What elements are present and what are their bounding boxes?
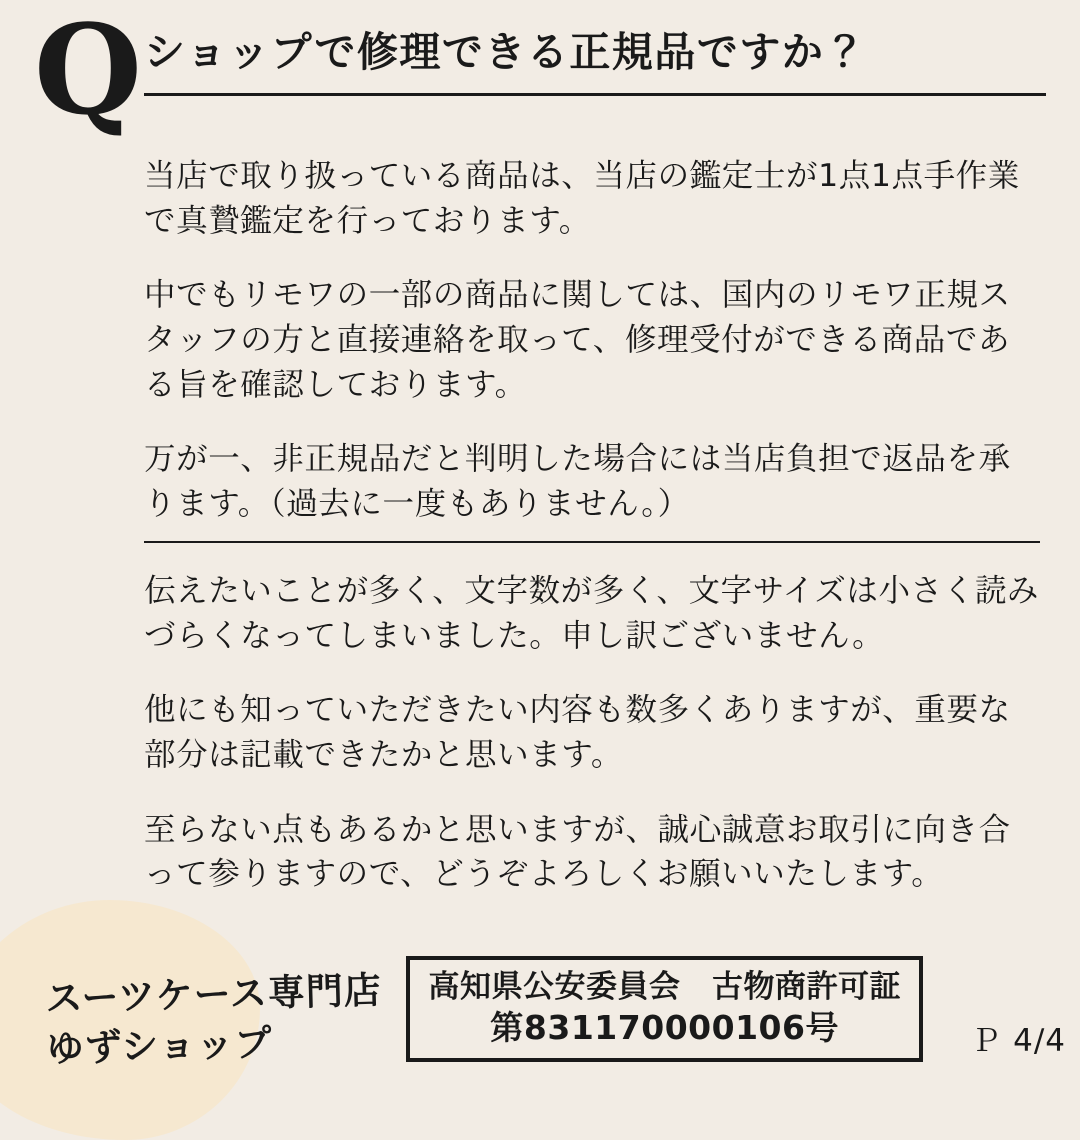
- license-box: [406, 956, 923, 1062]
- section-divider: [144, 541, 1040, 543]
- answer-body: [144, 154, 1040, 527]
- license-authority: 高知県公安委員会 古物商許可証: [428, 969, 901, 1005]
- answer-paragraph-2: 中でもリモワの一部の商品に関しては、国内のリモワ正規スタッフの方と直接連絡を取って、修理受付ができる商品である旨を確認しております。: [144, 277, 1011, 403]
- shop-name-line-2: ゆずショップ: [46, 1021, 273, 1071]
- closing-paragraph-1: 伝えたいことが多く、文字数が多く、文字サイズは小さく読みづらくなってしまいました。申し訳ございません。: [144, 572, 1040, 654]
- shop-name-line-1: スーツケース専門店: [44, 968, 383, 1021]
- header-divider: [144, 93, 1046, 96]
- license-number: 第831170000106号: [490, 1007, 839, 1047]
- answer-paragraph-1: 当店で取り扱っている商品は、当店の鑑定士が1点1点手作業で真贄鑑定を行っております。: [144, 157, 1020, 239]
- question-title: ショップで修理できる正規品ですか？: [144, 28, 867, 76]
- page-number: Ｐ 4/4: [970, 1023, 1066, 1059]
- closing-body: [144, 541, 1040, 897]
- question-header: [34, 0, 1046, 143]
- answer-paragraph-3: 万が一、非正規品だと判明した場合には当店負担で返品を承ります。（過去に一度もありません。）: [144, 441, 1011, 523]
- closing-paragraph-3: 至らない点もあるかと思いますが、誠心誠意お取引に向き合って参りますので、どうぞよろしくお願いいたします。: [144, 811, 1011, 893]
- slide-footer: [0, 930, 1080, 1080]
- question-mark-letter: Q: [34, 0, 141, 143]
- question-header-text: [144, 18, 1046, 96]
- closing-paragraph-2: 他にも知っていただきたい内容も数多くありますが、重要な部分は記載できたかと思います。: [144, 692, 1011, 773]
- shop-name: [45, 966, 384, 1075]
